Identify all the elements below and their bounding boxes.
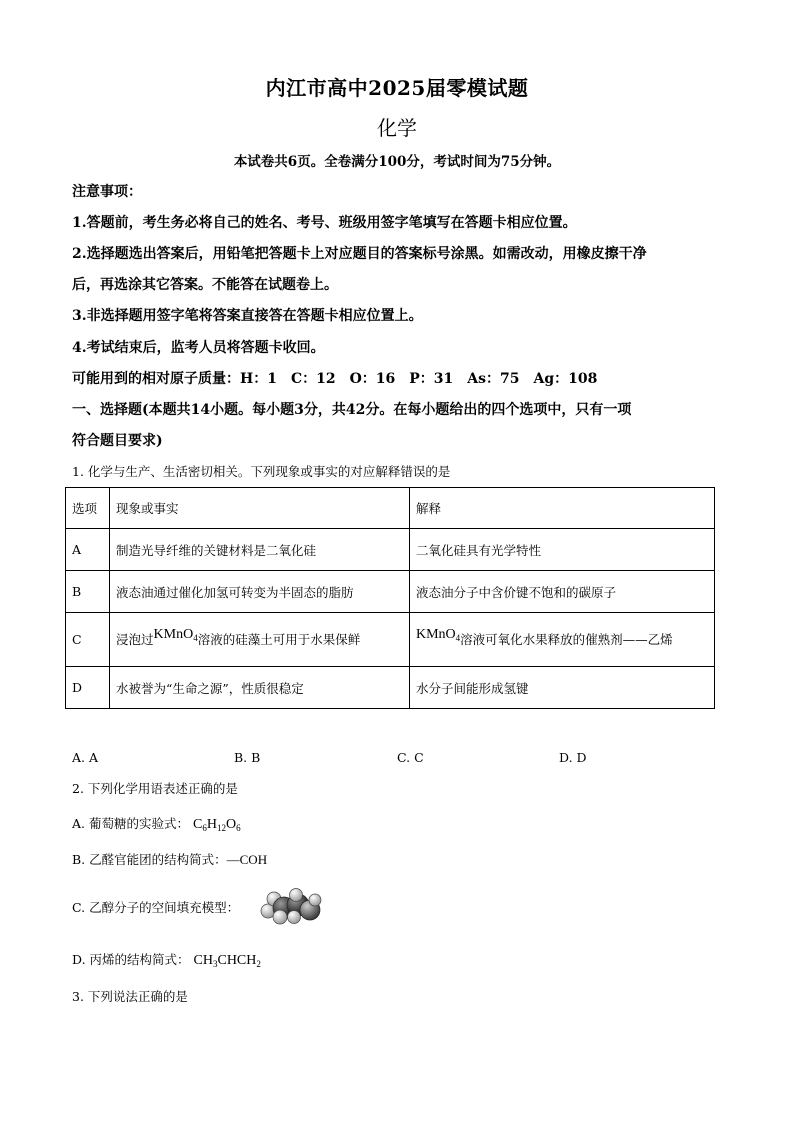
- q2-option-b: B. 乙醛官能团的结构简式：—COH: [72, 852, 268, 867]
- row-fact: 水被誉为“生命之源”，性质很稳定: [110, 667, 410, 709]
- row-option: B: [66, 571, 110, 613]
- row-explanation: [410, 613, 715, 667]
- notes-heading: 注意事项：: [72, 184, 142, 200]
- aldehyde-group-formula: —COH: [226, 852, 268, 867]
- row-explanation: 二氧化硅具有光学特性: [410, 529, 715, 571]
- row-fact: [110, 613, 410, 667]
- exam-info: 本试卷共6页。全卷满分100分，考试时间为75分钟。: [233, 154, 561, 170]
- q1-choice-b: B. B: [234, 750, 261, 765]
- hydrogen-atom: [273, 910, 287, 924]
- q2-stem: 2. 下列化学用语表述正确的是: [72, 781, 238, 796]
- note-item-2-line-1: 2.选择题选出答案后，用铅笔把答题卡上对应题目的答案标号涂黑。如需改动，用橡皮擦干净: [72, 246, 647, 262]
- note-item-3: 3.非选择题用签字笔将答案直接答在答题卡相应位置上。: [72, 308, 423, 324]
- atomic-masses: 可能用到的相对原子质量：H：1 C：12 O：16 P：31 As：75 Ag：108: [72, 371, 598, 387]
- q1-choice-d: D. D: [559, 750, 587, 765]
- row-explanation: 液态油分子中含价键不饱和的碳原子: [410, 571, 715, 613]
- q1-stem: 1. 化学与生产、生活密切相关。下列现象或事实的对应解释错误的是: [72, 464, 451, 479]
- subject-title: 化学: [377, 116, 417, 140]
- fact-text-pre: 浸泡过: [116, 632, 154, 647]
- hydrogen-atom: [288, 911, 301, 924]
- row-option: C: [66, 613, 110, 667]
- fact-text-post: 溶液的硅藻土可用于水果保鲜: [197, 632, 361, 647]
- q2-option-c: C. 乙醇分子的空间填充模型：: [72, 900, 240, 915]
- note-item-1: 1.答题前，考生务必将自己的姓名、考号、班级用签字笔填写在答题卡相应位置。: [72, 215, 577, 231]
- row-fact: 制造光导纤维的关键材料是二氧化硅: [110, 529, 410, 571]
- row-fact: 液态油通过催化加氢可转变为半固态的脂肪: [110, 571, 410, 613]
- table-row: [66, 529, 715, 571]
- table-row: [66, 613, 715, 667]
- q3-stem: 3. 下列说法正确的是: [72, 989, 188, 1004]
- header-fact: 现象或事实: [110, 488, 410, 529]
- header-option: 选项: [66, 488, 110, 529]
- table-header-row: [66, 488, 715, 529]
- q1-choice-a: A. A: [72, 750, 99, 765]
- q2-option-d: D. 丙烯的结构简式： $CH_3CHCH_2$: [72, 952, 261, 969]
- row-option: A: [66, 529, 110, 571]
- note-item-2-line-2: 后，再选涂其它答案。不能答在试题卷上。: [72, 277, 338, 293]
- glucose-formula: $C_6H_{12}O_6$: [192, 817, 241, 833]
- section1-heading-line-2: 符合题目要求): [72, 433, 163, 449]
- row-option: D: [66, 667, 110, 709]
- propene-formula: $CH_3CHCH_2$: [193, 953, 261, 969]
- hydrogen-atom: [309, 894, 321, 906]
- q2-option-a: A. 葡萄糖的实验式： $C_6H_{12}O_6$: [72, 816, 241, 833]
- header-explanation: 解释: [410, 488, 715, 529]
- kmno4-formula: KMnO$_4$: [416, 627, 461, 643]
- exam-title: 内江市高中2025届零模试题: [265, 76, 529, 100]
- table-row: [66, 667, 715, 709]
- kmno4-formula: KMnO$_4$: [153, 627, 198, 643]
- note-item-4: 4.考试结束后，监考人员将答题卡收回。: [72, 340, 325, 356]
- q1-table: [65, 487, 715, 709]
- section1-heading-line-1: 一、选择题(本题共14小题。每小题3分，共42分。在每小题给出的四个选项中，只有一项: [72, 402, 632, 418]
- row-explanation: 水分子间能形成氢键: [410, 667, 715, 709]
- q1-choice-c: C. C: [397, 750, 424, 765]
- table-row: [66, 571, 715, 613]
- hydrogen-atom: [290, 889, 303, 902]
- explanation-text-post: 溶液可氧化水果释放的催熟剂——乙烯: [460, 632, 673, 647]
- ethanol-space-filling-model: [258, 887, 322, 925]
